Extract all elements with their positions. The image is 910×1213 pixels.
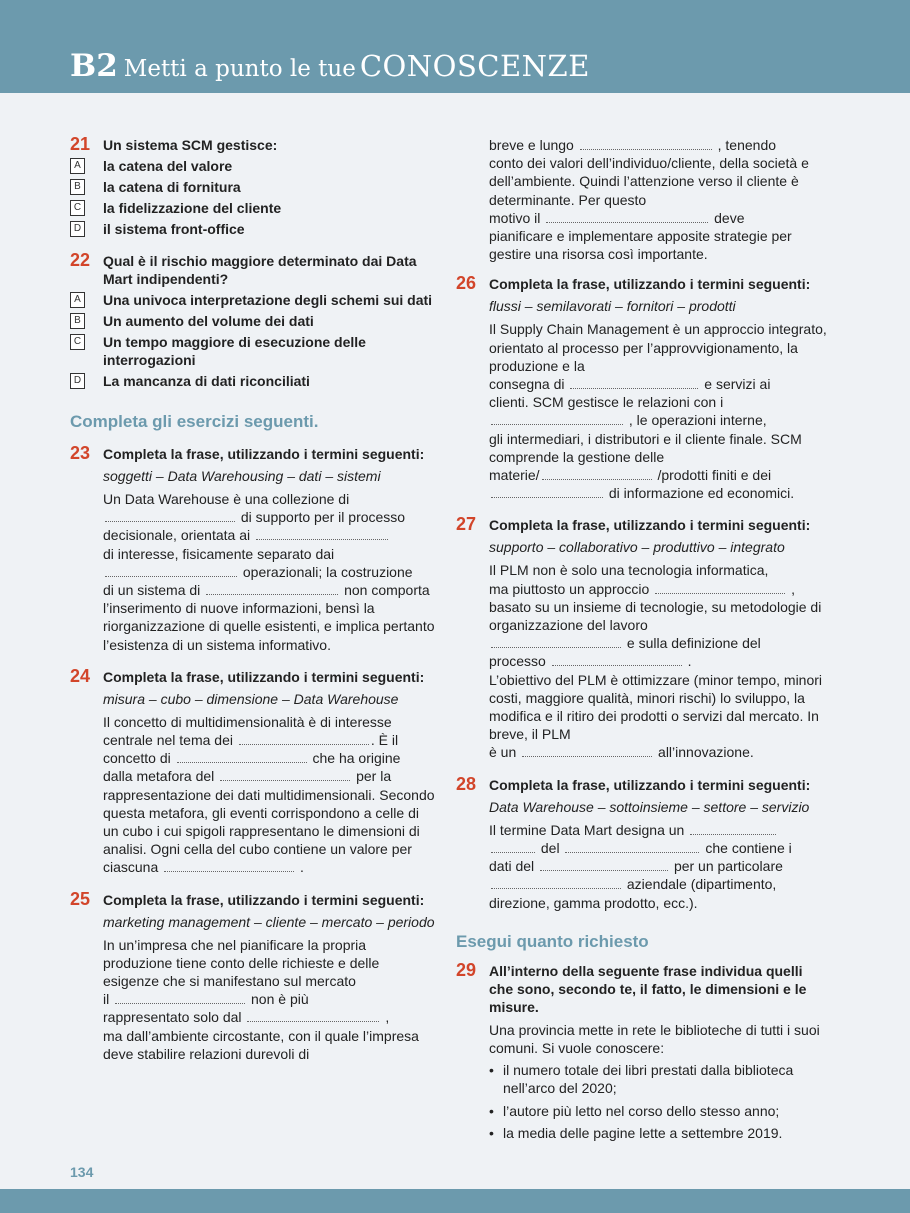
option-text: la catena del valore bbox=[103, 158, 233, 174]
text: aziendale (dipartimento, bbox=[626, 876, 777, 893]
text: non bbox=[344, 582, 368, 599]
text: di un sistema di bbox=[103, 582, 201, 599]
answer-option[interactable] bbox=[74, 291, 438, 309]
blank-field[interactable] bbox=[491, 878, 621, 889]
title-subtitle: Metti a punto le tue bbox=[123, 56, 356, 82]
text: rappresentazione dei dati multidimensionali. Secondo questa metafora, gli eventi corrispondono a celle di un cubo i cui spigoli rappresentano le dimensioni di analisi. Ogni cella del cubo contiene un valore per bbox=[103, 786, 435, 858]
question-title: Qual è il rischio maggiore determinato dai Data Mart indipendenti? bbox=[103, 253, 417, 287]
blank-field[interactable] bbox=[177, 752, 307, 763]
fill-text bbox=[103, 936, 438, 1063]
text: . bbox=[300, 859, 304, 876]
text: motivo il bbox=[489, 209, 541, 226]
blank-field[interactable] bbox=[565, 842, 699, 853]
text: per un particolare bbox=[673, 858, 783, 875]
question-body: Una provincia mette in rete le biblioteche di tutti i suoi comuni. Si vuole conoscere: bbox=[489, 1021, 820, 1056]
text: il bbox=[103, 991, 110, 1008]
text: Il concetto di multidimensionalità è di interesse bbox=[103, 713, 392, 730]
page-number: 134 bbox=[70, 1164, 94, 1180]
text: all’innovazione. bbox=[658, 744, 754, 761]
question-title: Completa la frase, utilizzando i termini seguenti: bbox=[489, 517, 811, 534]
answer-option[interactable] bbox=[73, 372, 438, 390]
answer-option[interactable] bbox=[74, 312, 438, 330]
text: è un bbox=[489, 744, 517, 761]
text: deve bbox=[714, 209, 745, 226]
text: non è più bbox=[251, 991, 309, 1008]
fill-text bbox=[103, 713, 438, 877]
text: conto dei valori dell’individuo/cliente, della società e dell’ambiente. Quindi l’attenzione verso il cliente è determinante. Per questo bbox=[489, 155, 809, 208]
text: ma dall’ambiente circostante, con il quale l’impresa deve stabilire relazioni durevoli di bbox=[103, 1027, 419, 1062]
blank-field[interactable] bbox=[247, 1011, 379, 1022]
text: del bbox=[540, 839, 560, 856]
blank-field[interactable] bbox=[105, 566, 237, 577]
text: In un’impresa che nel pianificare la propria produzione tiene conto delle richieste e delle esigenze che si manifestano sul mercato bbox=[103, 936, 380, 990]
blank-field[interactable] bbox=[105, 511, 235, 522]
text: basato su un insieme di tecnologie, su metodologie di organizzazione del lavoro bbox=[489, 598, 822, 634]
text: comporta l’inserimento di nuove informazioni, bensì la riorganizzazione di quelle esistenti, e implica pertanto l’esistenza di un sistema informativo. bbox=[103, 582, 435, 653]
question-title: Un sistema SCM gestisce: bbox=[103, 137, 278, 153]
text: Il PLM non è solo una tecnologia informatica, bbox=[489, 562, 769, 579]
text: ciascuna bbox=[103, 859, 159, 876]
fill-text bbox=[489, 320, 828, 502]
question-25 bbox=[70, 888, 438, 1063]
question-number: 26 bbox=[456, 273, 477, 294]
option-text: la catena di fornitura bbox=[103, 179, 241, 195]
text: materie/ bbox=[489, 467, 540, 484]
text: pianificare e implementare apposite strategie per gestire una risorsa così importante. bbox=[489, 228, 792, 263]
question-number: 29 bbox=[456, 959, 477, 980]
fill-text bbox=[489, 561, 828, 761]
question-title: Completa la frase, utilizzando i termini seguenti: bbox=[103, 891, 425, 908]
blank-field[interactable] bbox=[491, 637, 621, 648]
blank-field[interactable] bbox=[491, 842, 535, 853]
fill-text bbox=[489, 821, 828, 912]
question-number: 25 bbox=[70, 888, 91, 909]
question-21 bbox=[70, 136, 438, 238]
blank-field[interactable] bbox=[542, 469, 652, 480]
blank-field[interactable] bbox=[206, 584, 338, 595]
question-number: 27 bbox=[456, 514, 477, 535]
question-24 bbox=[70, 665, 438, 877]
option-text: Una univoca interpretazione degli schemi sui dati bbox=[103, 292, 433, 308]
checkbox[interactable]: C bbox=[70, 334, 85, 350]
blank-field[interactable] bbox=[540, 860, 668, 871]
blank-field[interactable] bbox=[546, 212, 708, 223]
list-item: • l’autore più letto nel corso dello stesso anno; bbox=[489, 1102, 828, 1120]
text: Un Data Warehouse è una collezione di bbox=[103, 491, 350, 507]
blank-field[interactable] bbox=[491, 414, 623, 425]
blank-field[interactable] bbox=[256, 529, 388, 540]
blank-field[interactable] bbox=[570, 378, 698, 389]
blank-field[interactable] bbox=[239, 734, 369, 745]
blank-field[interactable] bbox=[522, 746, 652, 757]
question-number: 21 bbox=[70, 134, 91, 154]
fill-text bbox=[489, 136, 828, 263]
terms-list: marketing management – cliente – mercato – periodo bbox=[103, 913, 435, 930]
question-number: 28 bbox=[456, 773, 477, 794]
question-25-continued bbox=[456, 136, 828, 263]
section-heading-exercises: Completa gli esercizi seguenti. bbox=[70, 412, 319, 431]
text: ma piuttosto un approccio bbox=[489, 580, 650, 597]
text: gli intermediari, i distributori e il cliente finale. SCM comprende la gestione delle bbox=[489, 430, 802, 465]
text: di supporto per il processo bbox=[240, 509, 406, 526]
text: di interesse, fisicamente separato dai bbox=[103, 545, 335, 562]
text: Il termine Data Mart designa un bbox=[489, 821, 685, 838]
text: /prodotti finiti e dei bbox=[657, 467, 772, 484]
answer-option[interactable] bbox=[74, 157, 438, 175]
terms-list: Data Warehouse – sottoinsieme – settore – servizio bbox=[489, 798, 810, 815]
option-text: La mancanza di dati riconciliati bbox=[103, 373, 310, 389]
answer-option[interactable] bbox=[74, 178, 438, 196]
text: e sulla definizione del bbox=[626, 635, 761, 652]
text: che ha origine bbox=[312, 750, 401, 767]
text: e servizi ai bbox=[704, 376, 771, 393]
text: centrale nel tema dei bbox=[103, 732, 233, 749]
text: concetto di bbox=[103, 750, 171, 767]
question-title: Completa la frase, utilizzando i termini seguenti: bbox=[489, 776, 811, 793]
text: clienti. SCM gestisce le relazioni con i bbox=[489, 394, 724, 411]
text: per la bbox=[356, 768, 392, 785]
question-title: Completa la frase, utilizzando i termini seguenti: bbox=[103, 668, 425, 685]
terms-list: supporto – collaborativo – produttivo – integrato bbox=[489, 539, 785, 556]
blank-field[interactable] bbox=[655, 583, 785, 594]
text: , bbox=[385, 1009, 390, 1026]
page-title bbox=[70, 48, 590, 84]
blank-field[interactable] bbox=[164, 861, 294, 872]
text: . È il bbox=[370, 732, 399, 749]
text: , tenendo bbox=[717, 137, 777, 153]
blank-field[interactable] bbox=[491, 487, 603, 498]
chapter-code: B2 bbox=[70, 48, 118, 84]
text: , le operazioni interne, bbox=[628, 412, 767, 429]
question-28 bbox=[456, 773, 828, 912]
question-title: Completa la frase, utilizzando i termini seguenti: bbox=[489, 276, 811, 293]
header-bar bbox=[0, 0, 910, 93]
blank-field[interactable] bbox=[580, 139, 712, 150]
text: Il Supply Chain Management è un approccio integrato, orientato al processo per l’approvvigionamento, la produzione e la bbox=[489, 321, 827, 374]
terms-list: misura – cubo – dimensione – Data Warehouse bbox=[103, 690, 399, 707]
text: consegna di bbox=[489, 376, 565, 393]
fill-text bbox=[103, 490, 438, 654]
question-26 bbox=[456, 275, 828, 502]
question-number: 22 bbox=[70, 250, 91, 270]
blank-field[interactable] bbox=[690, 824, 776, 835]
section-heading-task: Esegui quanto richiesto bbox=[456, 931, 649, 951]
blank-field[interactable] bbox=[220, 770, 350, 781]
text: direzione, gamma prodotto, ecc.). bbox=[489, 894, 698, 911]
question-22 bbox=[70, 252, 438, 390]
text: breve e lungo bbox=[489, 137, 574, 153]
checkbox[interactable]: D bbox=[70, 221, 85, 237]
question-29 bbox=[456, 959, 828, 1142]
left-column bbox=[70, 136, 438, 1077]
question-23 bbox=[70, 445, 438, 654]
text: , bbox=[791, 580, 795, 597]
text: di informazione ed economici. bbox=[608, 485, 795, 502]
checkbox[interactable]: A bbox=[70, 158, 85, 174]
question-title: Completa la frase, utilizzando i termini seguenti: bbox=[103, 446, 425, 462]
title-main: CONOSCENZE bbox=[359, 49, 590, 83]
text: operazionali; la costruzione bbox=[242, 563, 413, 580]
question-title: All’interno della seguente frase individua quelli che sono, secondo te, il fatto, le dimensioni e le misure. bbox=[489, 962, 807, 1015]
checkbox[interactable]: D bbox=[70, 373, 85, 389]
option-text: Un aumento del volume dei dati bbox=[103, 313, 314, 329]
text: L’obiettivo del PLM è ottimizzare (minor tempo, minori costi, maggiore qualità, minori rischi) lo sviluppo, la modifica e il ritiro dei prodotti o servizi dal mercato. In breve, il PLM bbox=[489, 671, 823, 743]
footer-bar bbox=[0, 1189, 910, 1213]
option-text: il sistema front-office bbox=[103, 221, 245, 237]
text: processo bbox=[489, 653, 546, 670]
answer-option[interactable] bbox=[73, 333, 438, 369]
checkbox[interactable]: B bbox=[70, 179, 85, 195]
text: rappresentato solo dal bbox=[103, 1009, 242, 1026]
question-number: 23 bbox=[70, 443, 91, 463]
question-27 bbox=[456, 516, 828, 761]
answer-option[interactable] bbox=[73, 199, 438, 217]
question-number: 24 bbox=[70, 665, 91, 686]
list-item: • la media delle pagine lette a settembre 2019. bbox=[489, 1124, 828, 1142]
text: decisionale, orientata ai bbox=[103, 527, 251, 544]
checkbox[interactable]: B bbox=[70, 313, 85, 329]
blank-field[interactable] bbox=[115, 993, 245, 1004]
answer-option[interactable] bbox=[73, 220, 438, 238]
text: dalla metafora del bbox=[103, 768, 215, 785]
option-text: Un tempo maggiore di esecuzione delle interrogazioni bbox=[103, 334, 366, 368]
right-column bbox=[456, 136, 828, 1156]
bullet-list bbox=[489, 1061, 828, 1142]
text: . bbox=[687, 653, 692, 670]
terms-list: soggetti – Data Warehousing – dati – sistemi bbox=[103, 468, 381, 484]
terms-list: flussi – semilavorati – fornitori – prodotti bbox=[489, 298, 736, 315]
blank-field[interactable] bbox=[552, 655, 682, 666]
checkbox[interactable]: A bbox=[70, 292, 85, 308]
checkbox[interactable]: C bbox=[70, 200, 85, 216]
list-item: • il numero totale dei libri prestati dalla biblioteca nell’arco del 2020; bbox=[489, 1061, 828, 1097]
option-text: la fidelizzazione del cliente bbox=[103, 200, 282, 216]
text: che contiene i bbox=[705, 839, 792, 856]
text: dati del bbox=[489, 858, 535, 875]
